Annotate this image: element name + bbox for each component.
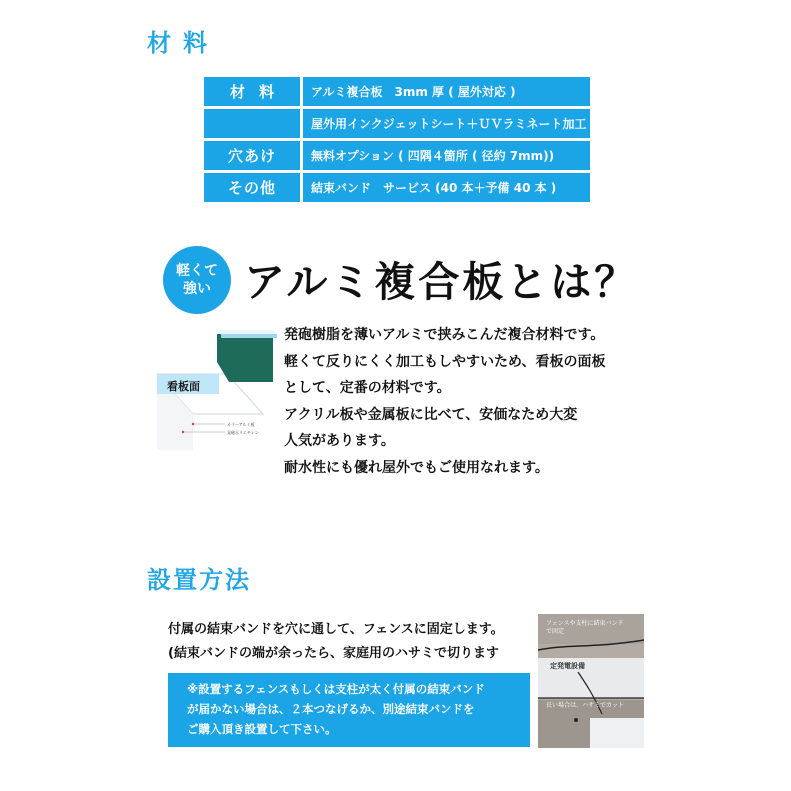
spec-value: 結束バンド サービス (40 本＋予備 40 本 ): [303, 173, 590, 202]
layer-label: 発砲ポリエチレン: [227, 430, 259, 435]
instruction-line: (結束バンドの端が余ったら、家庭用のハサミで切ります: [168, 646, 499, 661]
photo-caption: フェンスや支柱に結束バンド: [546, 620, 624, 627]
description-line: 軽くて反りにくく加工もしやすいため、看板の面板: [284, 353, 606, 370]
spec-table: [204, 77, 590, 205]
layer-label: カラーアルミ板: [227, 422, 255, 427]
spec-row-other: [204, 173, 590, 202]
light-strong-badge: [163, 246, 231, 314]
spec-value: 無料オプション ( 四隅４箇所 ( 径約 7mm)): [303, 141, 590, 170]
spec-row-holes: [204, 141, 590, 170]
description-line: 人気があります。: [284, 433, 395, 449]
description-line: 耐水性にも優れ屋外でもご使用なれます。: [284, 459, 549, 476]
install-note: [168, 673, 530, 747]
install-instructions: [168, 618, 504, 666]
spec-label: 穴あけ: [204, 141, 300, 170]
spec-row-material: [204, 77, 590, 106]
instruction-line: 付属の結束バンドを穴に通して、フェンスに固定します。: [168, 622, 504, 637]
sign-text: 定発電設備: [550, 662, 585, 670]
photo-caption: で固定: [546, 628, 565, 635]
spec-label: [204, 109, 300, 138]
install-heading: 設置方法: [147, 566, 251, 594]
photo-caption: 長い場合は、ハサミでカット: [546, 702, 624, 709]
panel-illustration: [155, 328, 277, 450]
description-line: として、定番の材料です。: [284, 380, 451, 396]
about-title: アルミ複合板とは？: [244, 258, 639, 306]
spec-value: アルミ複合板 3mm 厚 ( 屋外対応 ): [303, 77, 590, 106]
about-description: [284, 322, 664, 481]
spec-label: 材料: [204, 77, 300, 106]
badge-line: 軽くて: [176, 263, 218, 279]
spec-label: その他: [204, 173, 300, 202]
note-line: が届かない場合は、２本つなげるか、別途結束バンドを: [187, 702, 475, 716]
spec-value: 屋外用インクジェットシート＋ＵＶラミネート加工: [303, 109, 590, 138]
install-photo: [538, 614, 644, 748]
note-line: ご購入頂き設置して下さい。: [187, 722, 337, 736]
description-line: 発砲樹脂を薄いアルミで挟みこんだ複合材料です。: [284, 327, 605, 343]
description-line: アクリル板や金属板に比べて、安価なため大変: [284, 406, 578, 423]
badge-line: 強い: [183, 281, 211, 297]
material-heading: 材料: [147, 29, 219, 57]
note-line: ※設置するフェンスもしくは支柱が太く付属の結束バンド: [187, 682, 485, 696]
face-label: 看板面: [167, 380, 200, 393]
spec-row-finish: [204, 109, 590, 138]
